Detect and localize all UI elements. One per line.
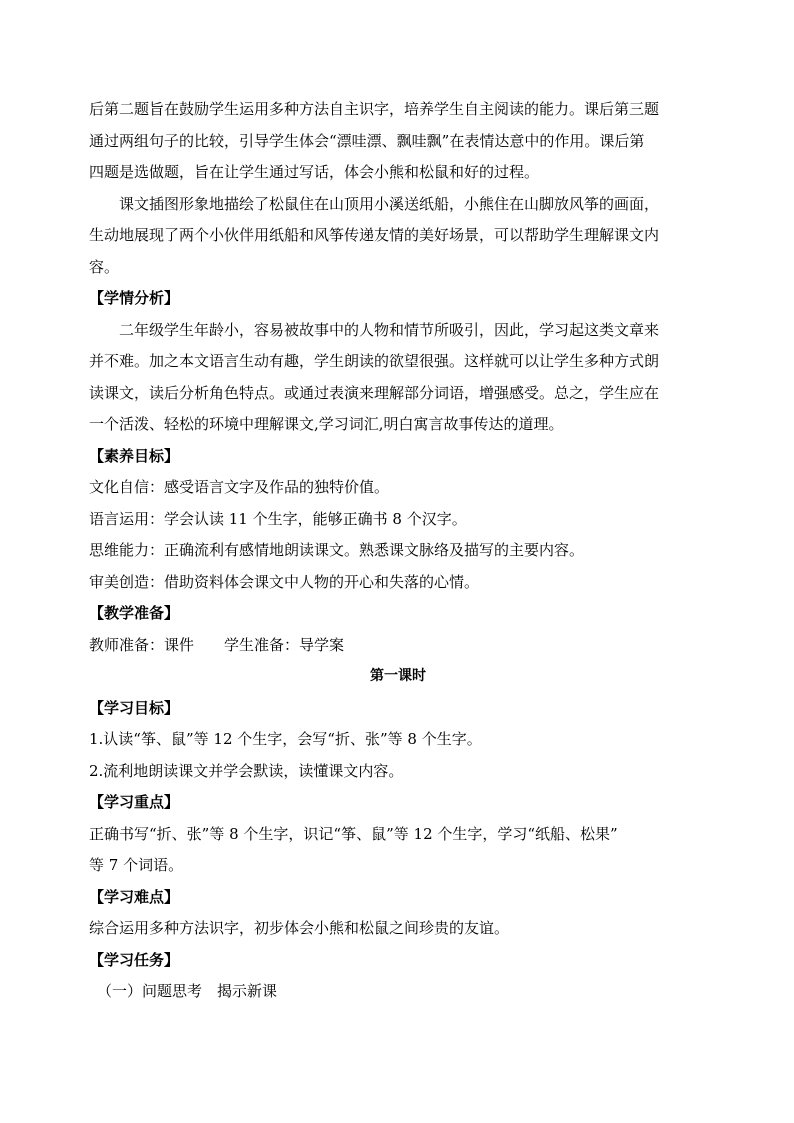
teaching-prep-text: 教师准备：课件 学生准备：导学案: [89, 635, 345, 654]
key-points-line: 正确书写“折、张”等 8 个生字，识记“筝、鼠”等 12 个生字，学习“纸船、松果”: [89, 824, 618, 843]
literacy-goal-item: 语言运用：学会认读 11 个生字，能够正确书 8 个汉字。: [89, 509, 467, 528]
section-heading-key-points: 【学习重点】: [89, 793, 180, 811]
illustration-line: 课文插图形象地描绘了松鼠住在山顶用小溪送纸船，小熊住在山脚放风筝的画面，: [119, 194, 660, 213]
student-analysis-line: 一个活泼、轻松的环境中理解课文,学习词汇,明白寓言故事传达的道理。: [89, 415, 564, 433]
learning-goal-item: 2.流利地朗读课文并学会默读，读懂课文内容。: [89, 761, 404, 780]
section-heading-learning-tasks: 【学习任务】: [89, 950, 180, 969]
intro-line: 通过两组句子的比较，引导学生体会“漂哇漂、飘哇飘”在表情达意中的作用。课后第: [89, 131, 645, 150]
student-analysis-line: 二年级学生年龄小，容易被故事中的人物和情节所吸引，因此，学习起这类文章来: [119, 320, 660, 339]
learning-goal-item: 1.认读“筝、鼠”等 12 个生字，会写“折、张”等 8 个生字。: [89, 730, 482, 748]
learning-task-item: （一）问题思考 揭示新课: [97, 982, 278, 1000]
section-heading-learning-goals: 【学习目标】: [89, 698, 180, 717]
literacy-goal-item: 审美创造：借助资料体会课文中人物的开心和失落的心情。: [89, 572, 480, 591]
section-heading-difficulties: 【学习难点】: [89, 887, 180, 906]
document-body: [89, 94, 707, 1008]
illustration-line: 生动地展现了两个小伙伴用纸船和风筝传递友情的美好场景，可以帮助学生理解课文内: [89, 226, 660, 244]
intro-line: 后第二题旨在鼓励学生运用多种方法自主识字，培养学生自主阅读的能力。课后第三题: [89, 100, 660, 118]
section-heading-student-analysis: 【学情分析】: [89, 289, 180, 307]
key-points-line: 等 7 个词语。: [89, 856, 184, 874]
student-analysis-line: 读课文，读后分析角色特点。或通过表演来理解部分词语，增强感受。总之，学生应在: [89, 383, 660, 402]
section-heading-literacy-goals: 【素养目标】: [89, 446, 180, 465]
difficulties-text: 综合运用多种方法识字，初步体会小熊和松鼠之间珍贵的友谊。: [89, 919, 510, 937]
literacy-goal-item: 思维能力：正确流利有感情地朗读课文。熟悉课文脉络及描写的主要内容。: [89, 541, 585, 559]
intro-line: 四题是选做题，旨在让学生通过写话，体会小熊和松鼠和好的过程。: [89, 163, 540, 181]
section-heading-teaching-prep: 【教学准备】: [89, 604, 180, 622]
illustration-line: 容。: [89, 257, 120, 276]
student-analysis-line: 并不难。加之本文语言生动有趣，学生朗读的欲望很强。这样就可以让学生多种方式朗: [89, 352, 660, 370]
literacy-goal-item: 文化自信：感受语言文字及作品的独特价值。: [89, 478, 390, 496]
lesson-title: 第一课时: [370, 668, 426, 684]
